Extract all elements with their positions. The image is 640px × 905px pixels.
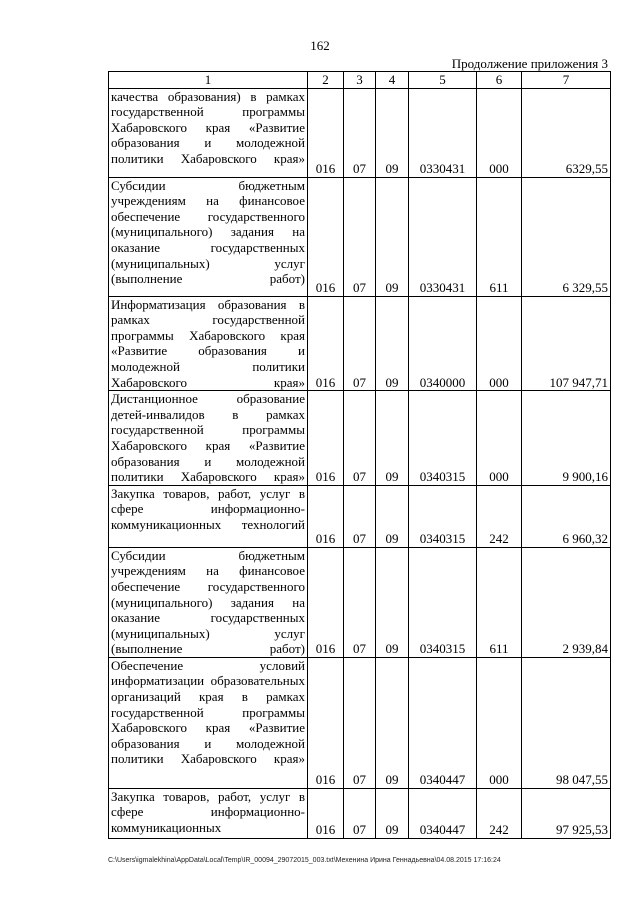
file-path-footer: C:\Users\igmalekhina\AppData\Local\Temp\IR_00094_29072015_003.txt\Мехенина Ирина Геннадьевна\04.08.2015 17:16:24 <box>108 857 501 864</box>
ministry-code: 016 <box>308 177 344 296</box>
row-name: Обеспечение условий информатизации образовательных организаций края в рамках государственной программы Хабаровского края «Развитие образования и молодежной политики Хабаровского края» <box>109 657 308 788</box>
ministry-code: 016 <box>308 657 344 788</box>
row-name: Закупка товаров, работ, услуг в сфере информационно-коммуникационных технологий <box>109 485 308 547</box>
subsection-code: 09 <box>376 177 409 296</box>
subsection-code: 09 <box>376 296 409 391</box>
row-name: Субсидии бюджетным учреждениям на финансовое обеспечение государственного (муниципального) задания на оказание государственных (муниципальных) услуг (выполнение работ) <box>109 177 308 296</box>
amount: 9 900,16 <box>522 391 611 486</box>
table-header-row <box>109 72 611 89</box>
target-article-code: 0340315 <box>409 391 477 486</box>
row-name: Дистанционное образование детей-инвалидов в рамках государственной программы Хабаровского края «Развитие образования и молодежной политики Хабаровского края» <box>109 391 308 486</box>
ministry-code: 016 <box>308 296 344 391</box>
subsection-code: 09 <box>376 391 409 486</box>
target-article-code: 0330431 <box>409 177 477 296</box>
expense-type-code: 242 <box>477 788 522 838</box>
expense-type-code: 611 <box>477 177 522 296</box>
amount: 6 329,55 <box>522 177 611 296</box>
amount: 6329,55 <box>522 88 611 177</box>
section-code: 07 <box>344 788 376 838</box>
ministry-code: 016 <box>308 391 344 486</box>
col-header-6: 6 <box>477 72 522 89</box>
table-row <box>109 788 611 838</box>
continuation-note: Продолжение приложения 3 <box>451 56 608 71</box>
section-code: 07 <box>344 485 376 547</box>
subsection-code: 09 <box>376 485 409 547</box>
target-article-code: 0340000 <box>409 296 477 391</box>
col-header-3: 3 <box>344 72 376 89</box>
subsection-code: 09 <box>376 88 409 177</box>
section-code: 07 <box>344 177 376 296</box>
subsection-code: 09 <box>376 788 409 838</box>
row-name: Закупка товаров, работ, услуг в сфере информационно-коммуникационных <box>109 788 308 838</box>
amount: 107 947,71 <box>522 296 611 391</box>
ministry-code: 016 <box>308 547 344 657</box>
row-name: Субсидии бюджетным учреждениям на финансовое обеспечение государственного (муниципального) задания на оказание государственных (муниципальных) услуг (выполнение работ) <box>109 547 308 657</box>
col-header-4: 4 <box>376 72 409 89</box>
expense-type-code: 000 <box>477 657 522 788</box>
amount: 2 939,84 <box>522 547 611 657</box>
expense-type-code: 000 <box>477 296 522 391</box>
table-row <box>109 547 611 657</box>
target-article-code: 0340315 <box>409 485 477 547</box>
amount: 97 925,53 <box>522 788 611 838</box>
table-row <box>109 296 611 391</box>
row-name: качества образования) в рамках государственной программы Хабаровского края «Развитие образования и молодежной политики Хабаровского края» <box>109 88 308 177</box>
target-article-code: 0330431 <box>409 88 477 177</box>
ministry-code: 016 <box>308 788 344 838</box>
ministry-code: 016 <box>308 485 344 547</box>
table-row <box>109 657 611 788</box>
page-number: 162 <box>310 38 330 53</box>
table-row <box>109 88 611 177</box>
expense-type-code: 000 <box>477 88 522 177</box>
section-code: 07 <box>344 547 376 657</box>
expense-type-code: 000 <box>477 391 522 486</box>
ministry-code: 016 <box>308 88 344 177</box>
section-code: 07 <box>344 657 376 788</box>
amount: 98 047,55 <box>522 657 611 788</box>
expense-type-code: 611 <box>477 547 522 657</box>
table-row <box>109 391 611 486</box>
table-row <box>109 177 611 296</box>
col-header-2: 2 <box>308 72 344 89</box>
target-article-code: 0340447 <box>409 788 477 838</box>
col-header-5: 5 <box>409 72 477 89</box>
col-header-7: 7 <box>522 72 611 89</box>
row-name: Информатизация образования в рамках государственной программы Хабаровского края «Развитие образования и молодежной политики Хабаровского края» <box>109 296 308 391</box>
target-article-code: 0340315 <box>409 547 477 657</box>
section-code: 07 <box>344 88 376 177</box>
section-code: 07 <box>344 391 376 486</box>
amount: 6 960,32 <box>522 485 611 547</box>
subsection-code: 09 <box>376 657 409 788</box>
col-header-1: 1 <box>109 72 308 89</box>
subsection-code: 09 <box>376 547 409 657</box>
section-code: 07 <box>344 296 376 391</box>
budget-table <box>108 71 611 839</box>
table-row <box>109 485 611 547</box>
target-article-code: 0340447 <box>409 657 477 788</box>
expense-type-code: 242 <box>477 485 522 547</box>
